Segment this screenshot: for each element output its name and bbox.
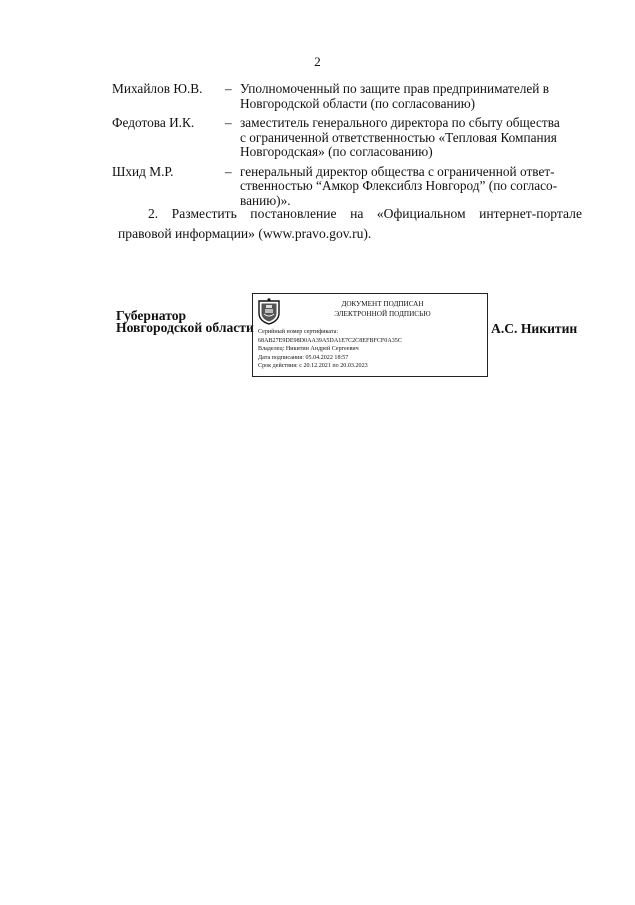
member-role-line: с ограниченной ответственностью «Тепловая Компания (240, 129, 557, 145)
paragraph-line: правовой информации» (www.pravo.gov.ru). (118, 226, 372, 241)
member-role-line: Уполномоченный по защите прав предпринимателей в (240, 81, 550, 96)
member-entry (112, 165, 582, 209)
member-role-line: заместитель генерального директора по сбыту общества (240, 115, 560, 130)
signatory-position (116, 310, 254, 334)
signer-name: А.С. Никитин (491, 321, 578, 336)
certificate-serial-label: Серийный номер сертификата: (258, 329, 339, 335)
position-line: Новгородской области (116, 320, 254, 335)
page-number: 2 (314, 54, 321, 69)
member-dash: – (225, 81, 232, 96)
member-dash: – (225, 163, 232, 179)
member-entry (112, 82, 582, 111)
stamp-title-line: ДОКУМЕНТ ПОДПИСАН (341, 300, 424, 308)
member-role-line: генеральный директор общества с ограниченной ответ- (240, 163, 555, 179)
member-role-line: Новгородская» (по согласованию) (240, 144, 433, 159)
electronic-signature-stamp (252, 293, 488, 377)
certificate-owner: Владелец: Никитин Андрей Сергеевич (258, 346, 359, 353)
member-role-line: ванию)». (240, 192, 291, 208)
member-dash: – (225, 115, 232, 130)
paragraph-item-2 (118, 204, 582, 244)
member-role (240, 165, 582, 209)
member-entry (112, 116, 582, 160)
member-role-line: ственностью “Амкор Флексиблз Новгород” (по согласо- (240, 178, 558, 193)
paragraph-line: 2. Разместить постановление на «Официальном интернет-портале (148, 206, 582, 221)
certificate-validity: Срок действия: с 20.12.2021 по 20.03.2023 (258, 363, 368, 370)
stamp-title-line: ЭЛЕКТРОННОЙ ПОДПИСЬЮ (334, 310, 431, 318)
member-role (240, 82, 582, 111)
member-name: Шхид М.Р. (112, 163, 174, 179)
member-name: Михайлов Ю.В. (112, 81, 203, 96)
coat-of-arms-icon (257, 298, 281, 325)
signing-date: Дата подписания: 05.04.2022 18:57 (258, 354, 349, 361)
position-line: Губернатор (116, 308, 187, 323)
member-name: Федотова И.К. (112, 115, 195, 130)
members-list (112, 82, 582, 213)
stamp-details (258, 328, 402, 371)
member-role-line: Новгородской области (по согласованию) (240, 95, 476, 111)
member-role (240, 116, 582, 160)
stamp-title (285, 299, 480, 319)
certificate-serial-value: 68AB27E9DE98D0AA39A5DA1E7C2C8EFBFCF0A35C (258, 337, 402, 344)
